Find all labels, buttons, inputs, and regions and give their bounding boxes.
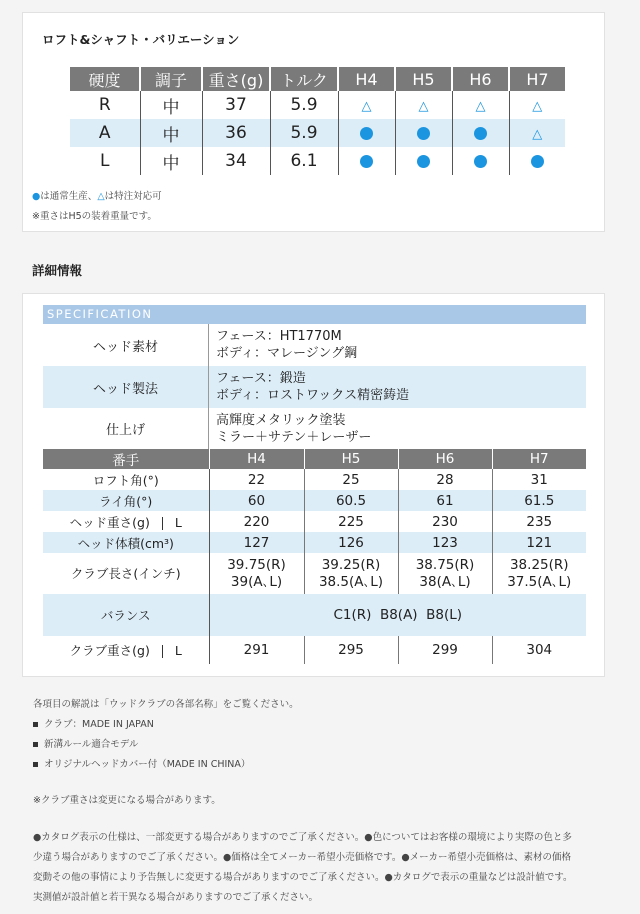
variation-cell: L: [70, 147, 140, 175]
head-weight-h7: 235: [526, 513, 553, 530]
head-weight-flex: L: [174, 514, 182, 530]
weight-note: ※重さはH5の装着重量です。: [32, 211, 157, 222]
variation-availability-cell: [338, 91, 395, 119]
number-h4: H4: [209, 449, 304, 469]
custom-order-triangle-icon: △: [532, 99, 543, 114]
variation-availability-cell: [395, 91, 452, 119]
explain-note: [33, 696, 299, 710]
variation-cell: 37: [202, 91, 270, 119]
variation-availability-cell: [338, 119, 395, 147]
club-weight-flex: L: [174, 643, 182, 658]
variation-availability-cell: [509, 119, 565, 147]
club-length-h6-line-2: 38(A､L): [419, 573, 471, 590]
header-h7: H7: [509, 67, 565, 91]
head-volume-h5: 126: [304, 532, 398, 553]
club-weight-h5: 295: [304, 636, 398, 664]
variation-availability-cell: [452, 147, 509, 175]
lie-label: ライ角(°): [43, 490, 209, 511]
header-h6: H6: [452, 67, 509, 91]
explain-text[interactable]: 各項目の解説は「ウッドクラブの各部名称」をご覧ください。: [33, 699, 299, 710]
dot-legend-text: は通常生産、: [40, 191, 98, 202]
club-length-h7-line-2: 37.5(A､L): [507, 573, 572, 590]
variation-cell: 5.9: [270, 119, 338, 147]
head-volume-label: ヘッド体積(cm³): [43, 532, 209, 553]
club-length-h4-line-2: 39(A､L): [230, 573, 283, 590]
loft-row: [43, 469, 586, 490]
variation-table: [70, 67, 565, 175]
variation-availability-cell: [452, 119, 509, 147]
variation-header-row: [70, 67, 565, 91]
club-length-h7-line-1: 38.25(R): [509, 556, 569, 573]
disclaimer-line-2: 少違う場合がありますのでご了承ください。●価格は全てメーカー希望小売価格です。●メーカー希望小売価格は、素材の価格: [33, 852, 571, 863]
availability-legend: [32, 188, 162, 202]
details-title: 詳細情報: [32, 263, 83, 278]
club-weight-label-cell: [43, 636, 209, 664]
manufacture-line-2: ボディ：ロストワックス精密鋳造: [216, 388, 410, 403]
club-weight-row: [43, 636, 586, 664]
bullet-1-text: クラブ：MADE IN JAPAN: [44, 719, 154, 730]
disclaimer-line-3: 変動その他の事情により予告無しに変更する場合がありますのでご了承ください。●カタログで表示の重量などは設計値です。: [33, 872, 573, 883]
available-dot-icon: [360, 155, 373, 168]
number-row: [43, 449, 586, 469]
variation-cell: 5.9: [270, 91, 338, 119]
finish-value: [216, 412, 371, 446]
header-weight: 重さ(g): [202, 67, 270, 91]
material-line-1: フェース：HT1770M: [216, 329, 342, 344]
spec-row-material: [43, 324, 586, 366]
material-line-2: ボディ：マレージング鋼: [216, 346, 358, 361]
header-h4: H4: [338, 67, 395, 91]
club-length-h6-line-1: 38.75(R): [415, 556, 475, 573]
club-length-h7: [492, 553, 586, 594]
bullet-3-text: オリジナルヘッドカバー付（MADE IN CHINA）: [44, 759, 251, 770]
loft-h7: 31: [530, 471, 548, 488]
variation-cell: 6.1: [270, 147, 338, 175]
number-h7: H7: [492, 449, 586, 469]
variation-availability-cell: [338, 147, 395, 175]
head-weight-h6: 230: [398, 511, 492, 532]
available-dot-icon: [360, 127, 373, 140]
lie-h7: 61.5: [492, 490, 586, 511]
manufacture-line-1: フェース：鍛造: [216, 371, 306, 386]
header-kick: 調子: [140, 67, 202, 91]
available-dot-icon: [417, 155, 430, 168]
head-weight-h4: 220: [209, 511, 304, 532]
spec-row-finish: [43, 408, 586, 449]
manufacture-value: [216, 370, 409, 404]
head-volume-h7: 121: [492, 532, 586, 553]
variation-availability-cell: [509, 147, 565, 175]
club-length-h4: [209, 553, 304, 594]
finish-line-2: ミラー＋サテン＋レーザー: [216, 430, 372, 445]
header-h5: H5: [395, 67, 452, 91]
lie-h4: 60: [209, 490, 304, 511]
club-length-label: クラブ長さ(インチ): [43, 553, 209, 594]
spec-header: SPECIFICATION: [43, 305, 586, 324]
loft-h4: 22: [209, 469, 304, 490]
variation-cell: A: [70, 119, 140, 147]
loft-label: ロフト角(°): [43, 469, 209, 490]
spec-table: [43, 449, 586, 664]
variation-availability-cell: [395, 147, 452, 175]
available-dot-icon: [474, 127, 487, 140]
club-weight-h7: 304: [526, 642, 553, 658]
club-weight-h4: 291: [209, 636, 304, 664]
material-value: [216, 328, 357, 362]
loft-h6: 28: [398, 469, 492, 490]
header-hardness: 硬度: [70, 67, 140, 91]
club-weight-h6: 299: [398, 636, 492, 664]
material-label: ヘッド素材: [43, 324, 209, 366]
variation-cell: 中: [140, 119, 202, 147]
lie-row: [43, 490, 586, 511]
club-length-h4-line-1: 39.75(R): [227, 556, 286, 573]
head-weight-label-cell: [43, 511, 209, 532]
club-weight-label: クラブ重さ(g): [69, 643, 150, 658]
bullet-3: [33, 756, 250, 770]
variation-row: [70, 119, 565, 147]
club-length-h6: [398, 553, 492, 594]
available-dot-icon: [417, 127, 430, 140]
available-dot-icon: [474, 155, 487, 168]
lie-h6: 61: [398, 490, 492, 511]
head-volume-h4: 127: [209, 532, 304, 553]
header-torque: トルク: [270, 67, 338, 91]
disclaimer-line-1: ●カタログ表示の仕様は、一部変更する場合がありますのでご了承ください。●色についてはお客様の環境により実際の色と多: [33, 832, 572, 843]
club-length-h5-line-2: 38.5(A､L): [318, 573, 384, 590]
head-volume-row: [43, 532, 586, 553]
club-length-h5-line-1: 39.25(R): [321, 556, 381, 573]
variation-availability-cell: [452, 91, 509, 119]
variation-availability-cell: [509, 91, 565, 119]
dot-legend-icon: ●: [32, 191, 41, 202]
club-length-h5: [304, 553, 398, 594]
lie-h5: 60.5: [304, 490, 398, 511]
weight-change-note: ※クラブ重さは変更になる場合があります。: [33, 795, 221, 806]
variation-cell: 中: [140, 147, 202, 175]
variation-availability-cell: [395, 119, 452, 147]
variation-cell: 中: [140, 91, 202, 119]
variation-cell: R: [70, 91, 140, 119]
finish-label: 仕上げ: [43, 408, 209, 449]
number-h6: H6: [398, 449, 492, 469]
disclaimer-line-4: 実測値が設計値と若干異なる場合がありますのでご了承ください。: [33, 892, 319, 903]
triangle-legend-text: は特注対応可: [104, 191, 162, 202]
head-volume-h6: 123: [398, 532, 492, 553]
finish-line-1: 高輝度メタリック塗装: [216, 413, 346, 428]
available-dot-icon: [531, 155, 544, 168]
spec-row-manufacture: [43, 366, 586, 408]
custom-order-triangle-icon: △: [361, 99, 372, 114]
number-label: 番手: [43, 449, 209, 469]
balance-value: C1(R) B8(A) B8(L): [209, 594, 586, 636]
custom-order-triangle-icon: △: [475, 99, 486, 114]
balance-label: バランス: [43, 594, 209, 636]
bullet-2: [33, 736, 138, 750]
custom-order-triangle-icon: △: [532, 127, 543, 142]
bullet-2-text: 新溝ルール適合モデル: [44, 739, 139, 750]
head-weight-h5: 225: [304, 511, 398, 532]
variation-cell: 36: [202, 119, 270, 147]
head-weight-row: [43, 511, 586, 532]
bullet-1: [33, 716, 154, 730]
balance-row: [43, 594, 586, 636]
club-length-row: [43, 553, 586, 594]
head-weight-label: ヘッド重さ(g): [69, 514, 150, 530]
triangle-legend-icon: △: [97, 191, 105, 202]
variation-cell: 34: [202, 147, 270, 175]
loft-h5: 25: [304, 469, 398, 490]
variation-row: [70, 91, 565, 119]
custom-order-triangle-icon: △: [418, 99, 429, 114]
variation-row: [70, 147, 565, 175]
number-h5: H5: [304, 449, 398, 469]
variation-title: ロフト&シャフト・バリエーション: [42, 32, 240, 47]
manufacture-label: ヘッド製法: [43, 366, 209, 408]
